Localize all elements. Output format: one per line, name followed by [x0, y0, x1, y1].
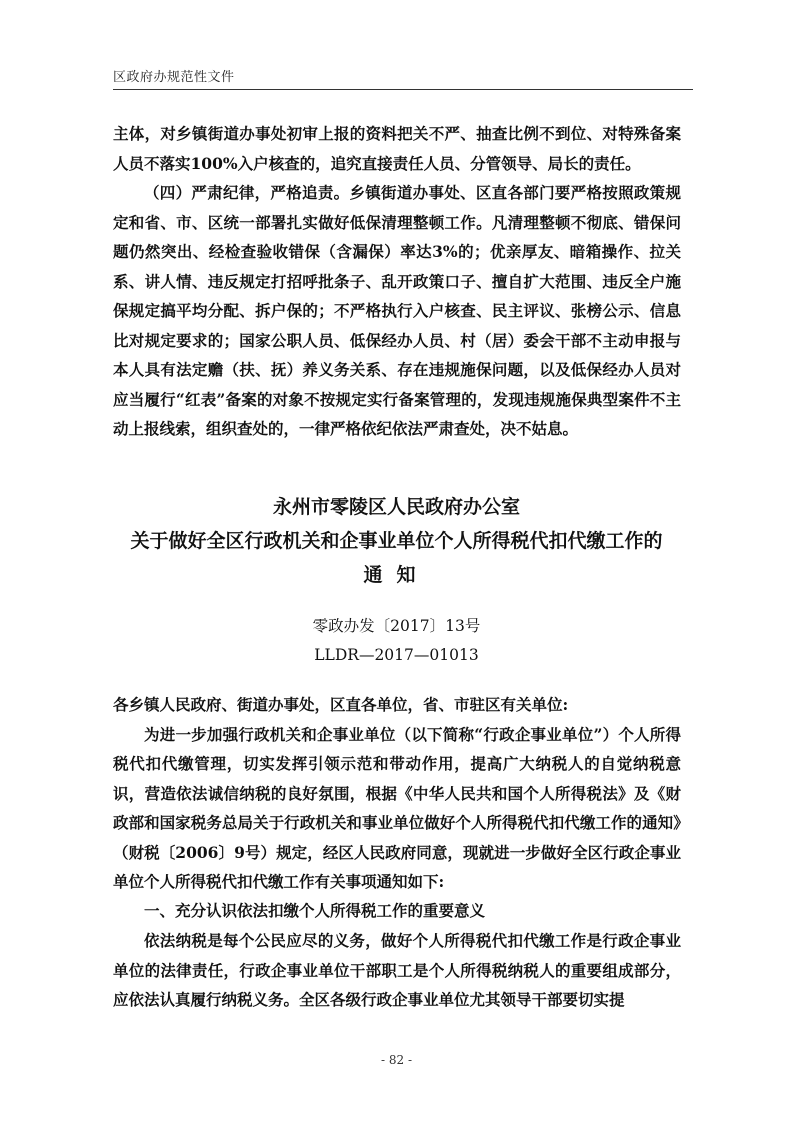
title-line-3: 通知 — [363, 564, 430, 586]
paragraph-heading: （四）严肃纪律，严格追责。 — [144, 183, 350, 202]
page-number: - 82 - — [380, 1053, 412, 1067]
intro-paragraph: 为进一步加强行政机关和企事业单位（以下简称“行政企事业单位”）个人所得税代扣代缴管理，切实发挥引领示范和带动作用，提高广大纳税人的自觉纳税意识，营造依法诚信纳税的良好氛围，根据《中华人民共和国个人所得税法》及《财政部和国家税务总局关于行政机关和事业单位做好个人所得税代扣代缴工作的通知》（财税〔2006〕9号）规定，经区人民政府同意，现就进一步做好全区行政企事业单位个人所得税代扣代缴工作有关事项通知如下: — [113, 724, 681, 891]
paragraph-body: 乡镇街道办事处、区直各部门要严格按照政策规定和省、市、区统一部署扎实做好低保清理整顿工作。凡清理整顿不彻底、错保问题仍然突出、经检查验收错保（含漏保）率达3%的；优亲厚友、暗箱操作、拉关系、讲人情、违反规定打招呼批条子、乱开政策口子、擅自扩大范围、违反全户施保规定搞平均分配、拆户保的；不严格执行入户核查、民主评议、张榜公示、信息比对规定要求的；国家公职人员、低保经办人员、村（居）委会干部不主动申报与本人具有法定赡（扶、抚）养义务关系、存在违规施保问题，以及低保经办人员对应当履行“红表”备案的对象不按规定实行备案管理的，发现违规施保典型案件不主动上报线索，组织查处的，一律严格依纪依法严肃查处，决不姑息。 — [113, 183, 681, 438]
title-line-2: 关于做好全区行政机关和企事业单位个人所得税代扣代缴工作的 — [130, 530, 663, 552]
section-1-heading: 一、充分认识依法扣缴个人所得税工作的重要意义 — [144, 901, 486, 920]
running-header: 区政府办规范性文件 — [113, 70, 235, 85]
paragraph-continuation: 主体，对乡镇街道办事处初审上报的资料把关不严、抽查比例不到位、对特殊备案人员不落实100%入户核查的，追究直接责任人员、分管领导、局长的责任。 — [113, 124, 681, 173]
addressee: 各乡镇人民政府、街道办事处，区直各单位，省、市驻区有关单位: — [113, 695, 569, 714]
title-line-1: 永州市零陵区人民政府办公室 — [272, 496, 520, 518]
notice-body — [113, 690, 681, 1015]
registration-number: LLDR—2017—01013 — [314, 646, 479, 664]
section-1-body: 依法纳税是每个公民应尽的义务，做好个人所得税代扣代缴工作是行政企事业单位的法律责任，行政企事业单位干部职工是个人所得税纳税人的重要组成部分，应依法认真履行纳税义务。全区各级行政企事业单位尤其领导干部要切实提 — [113, 931, 681, 1009]
header-divider — [113, 89, 693, 90]
paragraph-discipline — [113, 178, 681, 444]
previous-section-continuation — [113, 119, 681, 444]
document-numbers — [100, 612, 693, 670]
notice-title — [100, 490, 693, 592]
document-number: 零政办发〔2017〕13号 — [312, 617, 481, 635]
